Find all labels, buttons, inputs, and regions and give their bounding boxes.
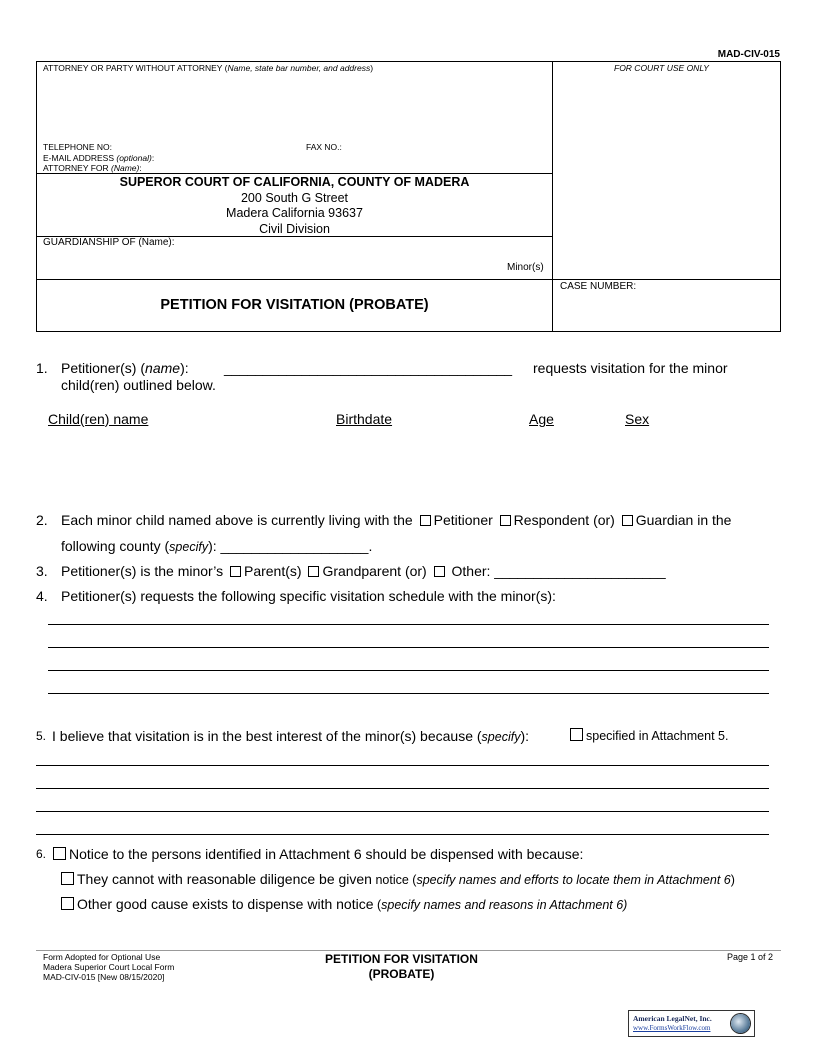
column-sex: Sex	[625, 411, 650, 427]
logo-globe-icon	[731, 1014, 750, 1033]
footer-rev: MAD-CIV-015 [New 08/15/2020]	[43, 972, 165, 982]
attachment5-option: specified in Attachment 5.	[570, 728, 728, 743]
item6-option1: They cannot with reasonable diligence be given notice (specify names and efforts to locate them in Attachment 6)	[58, 870, 735, 889]
logo-line2: www.FormsWorkFlow.com	[633, 1024, 711, 1032]
notice-dispensed-checkbox[interactable]	[53, 847, 66, 860]
court-name: SUPEROR COURT OF CALIFORNIA, COUNTY OF MADERA	[119, 175, 470, 189]
item5-text: I believe that visitation is in the best interest of the minor(s) because (specify):	[52, 728, 530, 744]
reason-line[interactable]	[36, 811, 769, 812]
court-city: Madera California 93637	[226, 206, 363, 220]
court-division: Civil Division	[259, 221, 330, 236]
case-number-label: CASE NUMBER:	[560, 281, 637, 292]
grandparent-checkbox[interactable]	[308, 566, 319, 577]
minors-label: Minor(s)	[507, 262, 544, 273]
schedule-line[interactable]	[48, 647, 769, 648]
footer-title-line1: PETITION FOR VISITATION	[325, 952, 478, 966]
item1-text: Petitioner(s) (name):	[61, 360, 189, 376]
petitioner-checkbox[interactable]	[420, 515, 431, 526]
schedule-line[interactable]	[48, 670, 769, 671]
column-age: Age	[529, 411, 554, 427]
item6-option2: Other good cause exists to dispense with notice (specify names and reasons in Attachment 6)	[58, 895, 627, 914]
item1-text-c: child(ren) outlined below.	[61, 377, 216, 393]
item4-text: Petitioner(s) requests the following specific visitation schedule with the minor(s):	[61, 588, 556, 604]
reason-line[interactable]	[36, 765, 769, 766]
respondent-checkbox[interactable]	[500, 515, 511, 526]
item6-num: 6.	[36, 847, 47, 861]
petitioner-name-field[interactable]: _____________________________________	[224, 360, 513, 376]
court-use-box	[552, 61, 781, 280]
item1-text-b: requests visitation for the minor	[533, 360, 728, 376]
item5-num: 5.	[36, 729, 47, 743]
guardianship-label: GUARDIANSHIP OF (Name):	[43, 237, 175, 248]
reason-line[interactable]	[36, 788, 769, 789]
other-checkbox[interactable]	[434, 566, 445, 577]
item3-text: Petitioner(s) is the minor’s Parent(s) Grandparent (or) Other: ______________________	[61, 563, 666, 579]
column-child-name: Child(ren) name	[48, 411, 149, 427]
good-cause-checkbox[interactable]	[61, 897, 74, 910]
footer-adopted: Form Adopted for Optional Use	[43, 952, 161, 962]
attorney-label: ATTORNEY OR PARTY WITHOUT ATTORNEY (Name, state bar number, and address)	[43, 63, 374, 73]
page-title: PETITION FOR VISITATION (PROBATE)	[160, 297, 429, 313]
footer-title	[300, 952, 503, 982]
court-use-label: FOR COURT USE ONLY	[614, 63, 709, 73]
schedule-line[interactable]	[48, 693, 769, 694]
item2-county[interactable]: following county (specify): ___________________.	[61, 538, 373, 554]
telephone-label: TELEPHONE NO:	[43, 142, 112, 152]
item1-num: 1.	[36, 360, 48, 376]
item3-num: 3.	[36, 563, 48, 579]
reason-line[interactable]	[36, 834, 769, 835]
item2-num: 2.	[36, 512, 48, 528]
form-id: MAD-CIV-015	[717, 49, 780, 60]
item4-num: 4.	[36, 588, 48, 604]
logo-line1: American LegalNet, Inc.	[633, 1014, 712, 1023]
column-birthdate: Birthdate	[336, 411, 393, 427]
parent-checkbox[interactable]	[230, 566, 241, 577]
legalnet-logo[interactable]	[628, 1010, 755, 1037]
guardian-checkbox[interactable]	[622, 515, 633, 526]
fax-label: FAX NO.:	[306, 142, 342, 152]
schedule-line[interactable]	[48, 624, 769, 625]
footer-local: Madera Superior Court Local Form	[43, 962, 175, 972]
court-street: 200 South G Street	[240, 190, 348, 205]
item6-text: Notice to the persons identified in Attachment 6 should be dispensed with because:	[50, 845, 583, 863]
footer-left	[43, 952, 174, 982]
no-diligence-checkbox[interactable]	[61, 872, 74, 885]
footer-rule	[36, 950, 781, 951]
attachment5-checkbox[interactable]	[570, 728, 583, 741]
footer-title-line2: (PROBATE)	[368, 967, 435, 981]
item2-text: Each minor child named above is currently living with the Petitioner Respondent (or) Guardian in the	[61, 512, 732, 528]
court-address	[36, 175, 553, 237]
page-number: Page 1 of 2	[726, 952, 773, 962]
email-label: E-MAIL ADDRESS (optional):	[43, 153, 155, 163]
attorney-for-label: ATTORNEY FOR (Name):	[43, 163, 142, 173]
